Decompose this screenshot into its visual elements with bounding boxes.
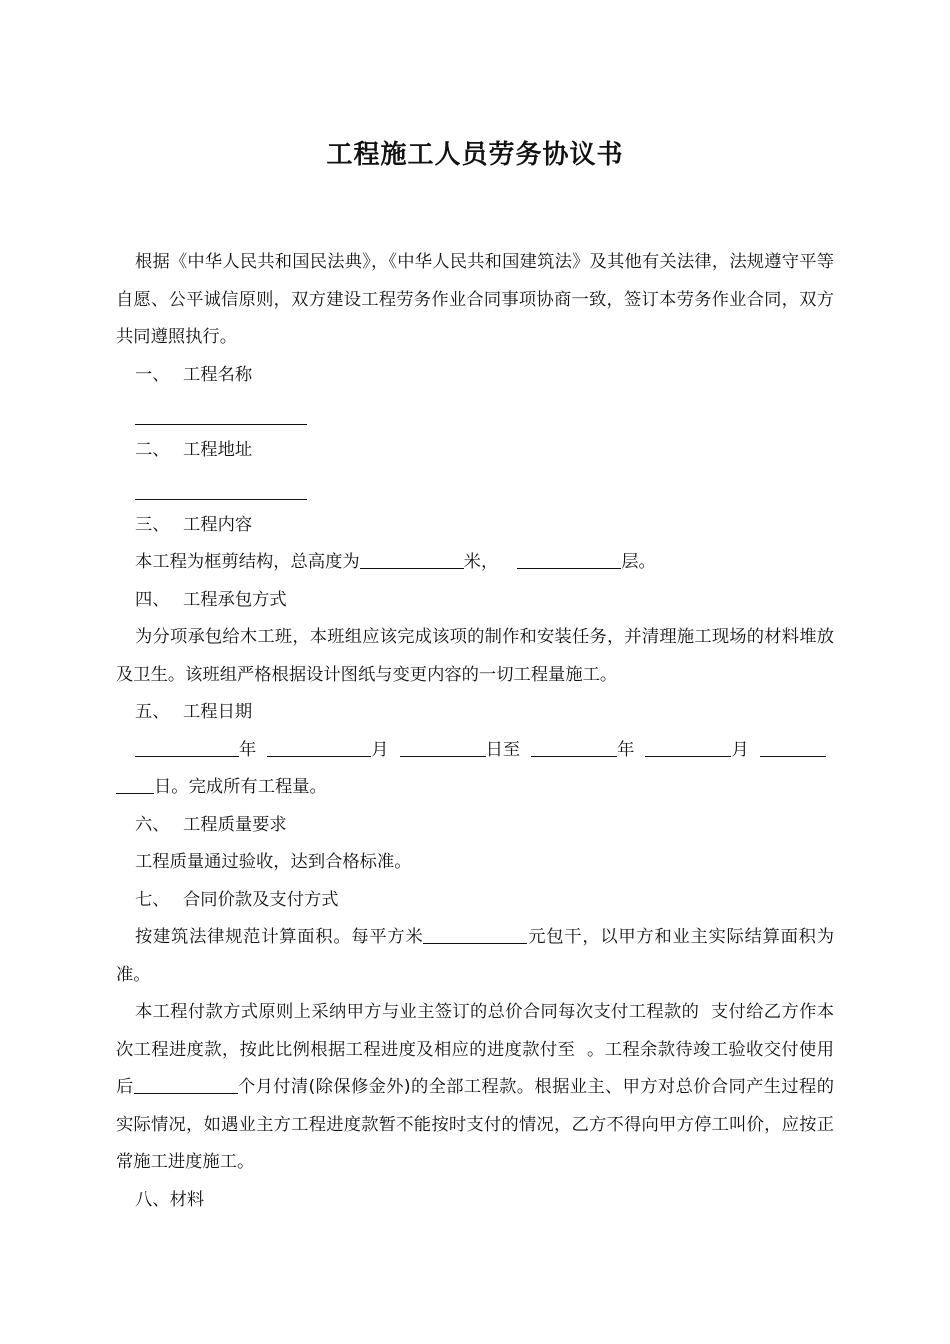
price-text: 按建筑法律规范计算面积。每平方米 [135, 927, 424, 947]
blank-line[interactable] [135, 406, 307, 425]
section-title: 工程名称 [183, 364, 253, 385]
section-7-heading [116, 882, 834, 920]
payment-paragraph [116, 994, 834, 1182]
section-title: 工程承包方式 [183, 589, 287, 610]
intro-paragraph: 根据《中华人民共和国民法典》，《中华人民共和国建筑法》及其他有关法律，法规遵守平等自愿、公平诚信原则，双方建设工程劳务作业合同事项协商一致，签订本劳务作业合同，双方共同遵照执行。 [116, 252, 834, 347]
section-4-heading [116, 582, 834, 620]
end-month-blank[interactable] [645, 738, 731, 757]
price-text: 元包干，以甲方和业主实际结算面积为准。 [116, 927, 834, 985]
payment-text: 个月付清(除保修金外)的全部工程款。根据业主、甲方对总价合同产生过程的实际情况，如遇业主方工程进度款暂不能按时支付的情况，乙方不得向甲方停工叫价，应按正常施工进度施工。 [116, 1077, 834, 1172]
start-month-blank[interactable] [267, 738, 371, 757]
section-8-heading: 八、材料 [135, 1189, 205, 1210]
section-number: 六、 [135, 814, 170, 835]
months-blank[interactable] [134, 1075, 238, 1094]
section-number: 七、 [135, 889, 170, 910]
end-year-blank[interactable] [531, 738, 617, 757]
section-title: 合同价款及支付方式 [183, 889, 339, 910]
quality-paragraph: 工程质量通过验收，达到合格标准。 [135, 852, 412, 872]
content-text: 米， [463, 552, 499, 572]
project-address-blank[interactable] [135, 469, 834, 507]
section-number: 一、 [135, 364, 170, 385]
height-blank[interactable] [360, 550, 464, 569]
section-number: 二、 [135, 439, 170, 460]
section-title: 工程日期 [183, 702, 253, 722]
floors-blank[interactable] [517, 550, 621, 569]
date-unit: 年 [617, 739, 635, 760]
section-title: 工程质量要求 [183, 814, 287, 835]
section-3-heading [116, 507, 834, 545]
section-1-heading [116, 357, 834, 395]
start-year-blank[interactable] [135, 738, 239, 757]
section-number: 五、 [135, 702, 170, 722]
section-5-heading [116, 694, 834, 732]
end-day-blank-part2[interactable] [116, 775, 154, 794]
start-day-blank[interactable] [400, 738, 486, 757]
document-body [116, 244, 834, 1219]
project-content-paragraph [116, 544, 834, 582]
section-title: 工程内容 [183, 514, 253, 535]
date-unit: 年 [239, 739, 257, 760]
date-unit: 月 [371, 739, 389, 760]
section-6-heading [116, 807, 834, 845]
section-title: 工程地址 [183, 439, 253, 460]
section-number: 四、 [135, 589, 170, 610]
price-paragraph [116, 919, 834, 994]
date-unit: 月 [731, 739, 749, 760]
content-text: 层。 [621, 552, 656, 572]
section-2-heading [116, 432, 834, 470]
project-date-line [116, 732, 834, 807]
unit-price-blank[interactable] [423, 925, 527, 944]
end-day-blank-part1[interactable] [760, 738, 826, 757]
blank-line[interactable] [135, 481, 307, 500]
section-number: 三、 [135, 514, 170, 535]
date-end-text: 日。完成所有工程量。 [154, 777, 327, 797]
contract-method-paragraph: 为分项承包给木工班，本班组应该完成该项的制作和安装任务，并清理施工现场的材料堆放及卫生。该班组严格根据设计图纸与变更内容的一切工程量施工。 [116, 627, 834, 685]
date-unit: 日至 [485, 739, 521, 760]
project-name-blank[interactable] [135, 394, 834, 432]
payment-text: 本工程付款方式原则上采纳甲方与业主签订的总价合同每次支付工程款的 支付给乙方作本次工程进度款，按此比例根据工程进度及相应的进度款付至 。工程余款待竣工验收交付使用后 [116, 1002, 834, 1097]
content-text: 本工程为框剪结构，总高度为 [135, 552, 360, 572]
document-title: 工程施工人员劳务协议书 [326, 140, 624, 170]
